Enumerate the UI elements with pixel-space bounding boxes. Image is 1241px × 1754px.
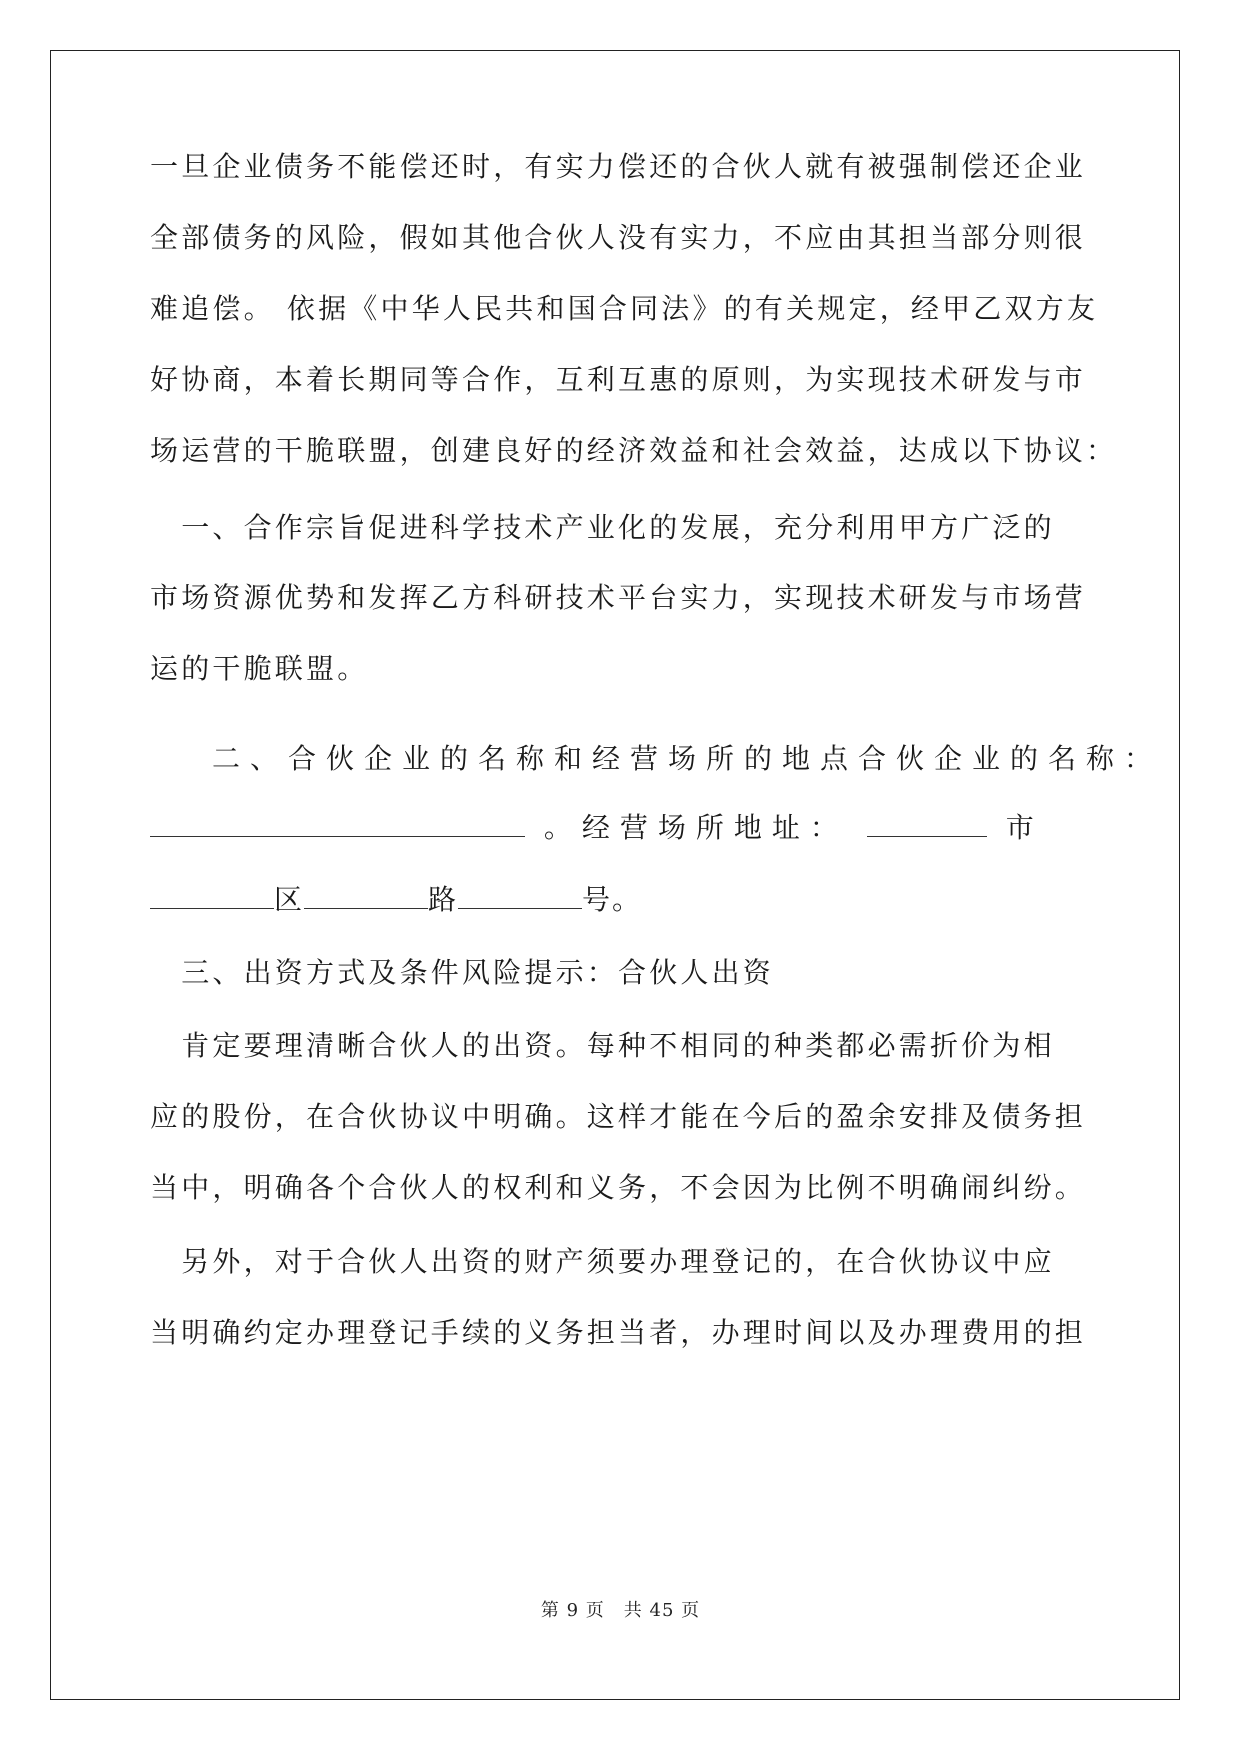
- text-line: 难追偿。 依据《中华人民共和国合同法》的有关规定，经甲乙双方友: [150, 292, 1099, 325]
- text-line: 三、出资方式及条件风险提示：合伙人出资: [150, 956, 775, 989]
- number-label: 号。: [582, 883, 643, 916]
- text-line: 运的干脆联盟。: [150, 652, 369, 685]
- text-line: 市场资源优势和发挥乙方科研技术平台实力，实现技术研发与市场营: [150, 581, 1087, 614]
- text-line: 当中，明确各个合伙人的权利和义务，不会因为比例不明确闹纠纷。: [150, 1171, 1087, 1204]
- text-line: 一旦企业债务不能偿还时，有实力偿还的合伙人就有被强制偿还企业: [150, 150, 1087, 183]
- number-blank: [458, 882, 582, 909]
- district-blank: [150, 882, 274, 909]
- city-label: 市: [1005, 811, 1044, 844]
- district-line: [150, 882, 642, 918]
- road-blank: [304, 882, 428, 909]
- district-label: 区: [274, 883, 305, 916]
- text-line: 应的股份，在合伙协议中明确。这样才能在今后的盈余安排及债务担: [150, 1100, 1087, 1133]
- text-line: 另外，对于合伙人出资的财产须要办理登记的，在合伙协议中应: [150, 1245, 1055, 1278]
- city-blank: [867, 810, 987, 837]
- address-line: [150, 810, 1044, 846]
- text-line: 全部债务的风险，假如其他合伙人没有实力，不应由其担当部分则很: [150, 221, 1087, 254]
- text-line: 肯定要理清晰合伙人的出资。每种不相同的种类都必需折价为相: [150, 1029, 1055, 1062]
- road-label: 路: [428, 883, 459, 916]
- page-number: 第 9 页 共 45 页: [540, 1600, 701, 1621]
- text-line: 好协商，本着长期同等合作，互利互惠的原则，为实现技术研发与市: [150, 363, 1087, 396]
- text-line: 场运营的干脆联盟，创建良好的经济效益和社会效益，达成以下协议：: [150, 434, 1118, 467]
- section2-heading: 二、合伙企业的名称和经营场所的地点合伙企业的名称：: [212, 742, 1163, 775]
- text-line: 当明确约定办理登记手续的义务担当者，办理时间以及办理费用的担: [150, 1316, 1087, 1349]
- address-label: 。经营场所地址：: [543, 811, 848, 844]
- text-line: 一、合作宗旨促进科学技术产业化的发展，充分利用甲方广泛的: [150, 511, 1055, 544]
- company-name-blank: [150, 810, 525, 837]
